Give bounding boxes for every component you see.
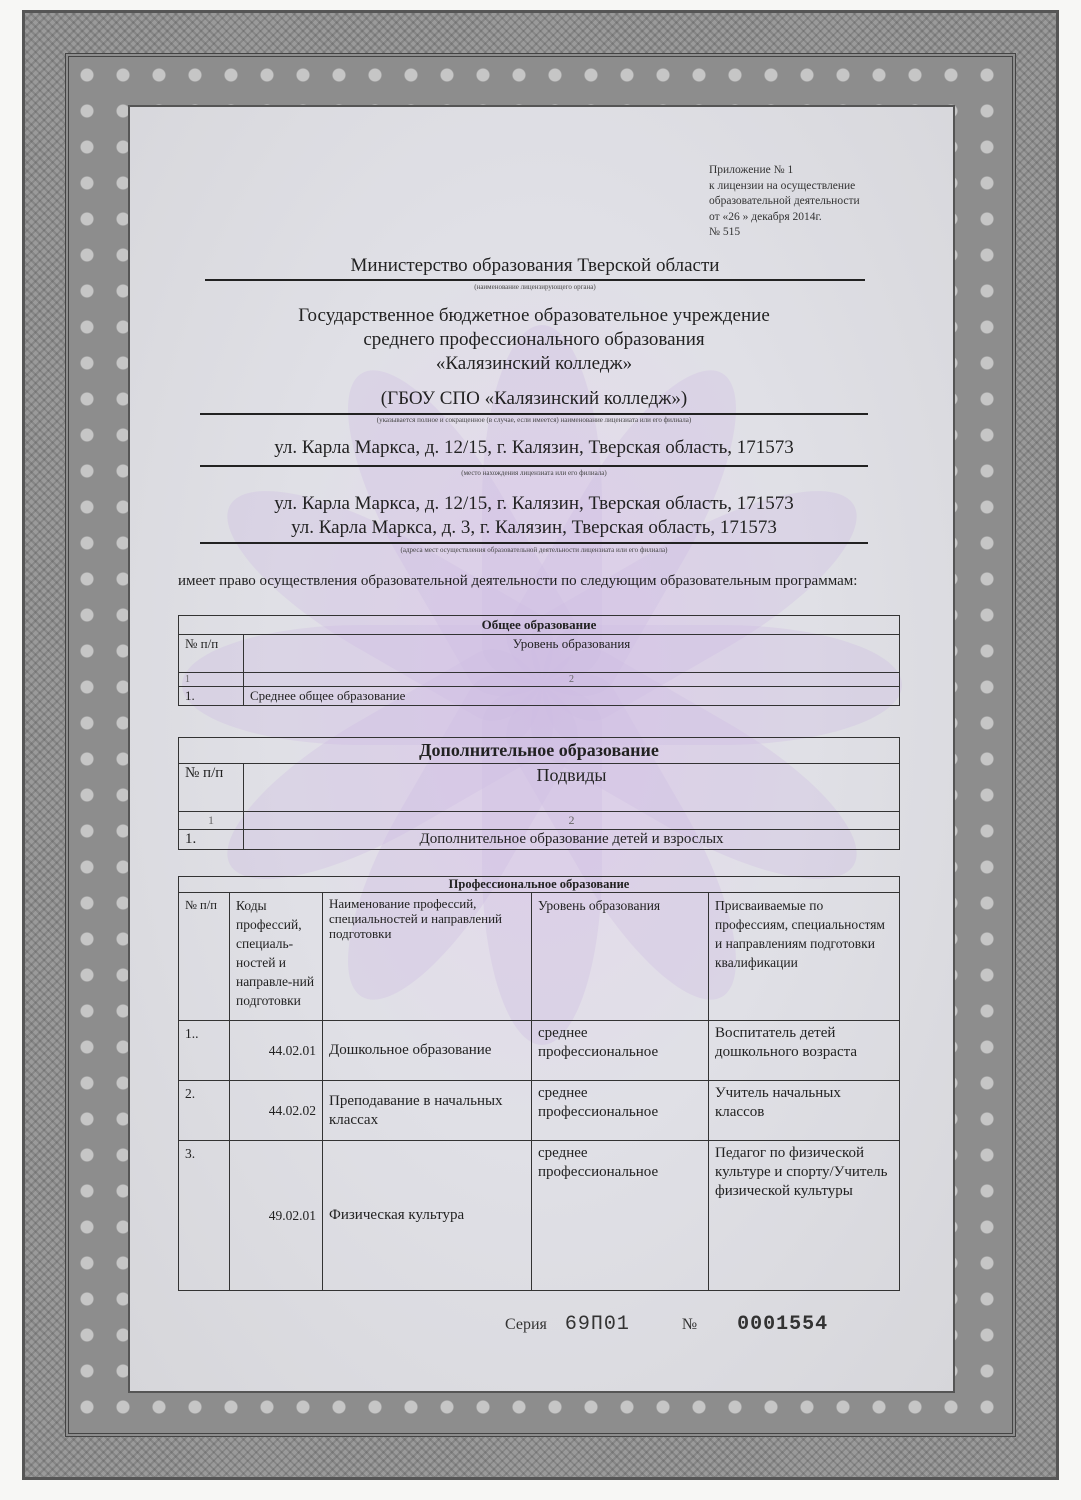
authority-name: Министерство образования Тверской области	[350, 255, 720, 276]
appendix-line: № 515	[709, 226, 741, 238]
appendix-line: Приложение № 1	[709, 164, 794, 176]
table-row	[179, 1021, 900, 1081]
col-subtypes-header: Подвиды	[244, 764, 900, 812]
row-subtype: Дополнительное образование детей и взрослых	[244, 830, 900, 850]
activity-caption: (адреса мест осуществления образовательной деятельности лицензиата или его филиала)	[400, 546, 668, 554]
licensee-short-name: (ГБОУ СПО «Калязинский колледж»)	[380, 388, 688, 409]
professional-education-table	[178, 876, 900, 1291]
col-qualification-header: Присваиваемые по профессиям, специальностям и направлениям подготовки квалификации	[709, 893, 900, 1021]
underline	[200, 465, 868, 467]
index-cell: 1	[179, 812, 244, 830]
underline	[200, 542, 868, 544]
row-num: 1.	[179, 830, 244, 850]
appendix-line: к лицензии на осуществление	[709, 179, 856, 192]
row-num: 3.	[179, 1141, 230, 1291]
row-level: среднее профессиональное	[532, 1021, 709, 1081]
row-name: Физическая культура	[323, 1141, 532, 1291]
appendix-line: от «26 » декабря 2014г.	[709, 210, 822, 223]
table-title: Общее образование	[179, 616, 900, 635]
underline	[205, 279, 865, 281]
index-cell: 2	[244, 812, 900, 830]
general-education-table	[178, 615, 900, 706]
number-label: №	[681, 1316, 698, 1333]
row-name: Преподавание в начальных классах	[323, 1081, 532, 1141]
licensee-name-line: Государственное бюджетное образовательное учреждение	[298, 305, 770, 326]
row-qualification: Учитель начальных классов	[709, 1081, 900, 1141]
row-level: среднее профессиональное	[532, 1081, 709, 1141]
col-codes-header: Коды профессий, специаль-ностей и направле-ний подготовки	[230, 893, 323, 1021]
col-num-header: № п/п	[179, 764, 244, 812]
col-num-header: № п/п	[179, 635, 244, 673]
additional-education-table	[178, 737, 900, 850]
row-qualification: Педагог по физической культуре и спорту/Учитель физической культуры	[709, 1141, 900, 1291]
table-row	[179, 1081, 900, 1141]
row-code: 44.02.02	[230, 1081, 323, 1141]
appendix-line: образовательной деятельности	[709, 195, 860, 207]
underline	[200, 413, 868, 415]
index-cell: 2	[244, 673, 900, 687]
col-level-header: Уровень образования	[532, 893, 709, 1021]
licensee-name-line: среднего профессионального образования	[363, 329, 705, 350]
licensee-name-line: «Калязинский колледж»	[435, 353, 633, 374]
table-title: Профессиональное образование	[179, 877, 900, 893]
table-row	[179, 687, 900, 706]
row-name: Дошкольное образование	[323, 1021, 532, 1081]
series-label: Серия	[505, 1316, 547, 1333]
row-num: 1.	[179, 687, 244, 706]
licensee-caption: (указывается полное и сокращенное (в случае, если имеется) наименование лицензиата или его филиала)	[376, 416, 692, 424]
serial-block	[505, 1313, 885, 1336]
table-row	[179, 830, 900, 850]
row-level: Среднее общее образование	[244, 687, 900, 706]
activity-address: ул. Карла Маркса, д. 3, г. Калязин, Тверская область, 171573	[291, 517, 777, 538]
index-cell: 1	[179, 673, 244, 687]
row-code: 44.02.01	[230, 1021, 323, 1081]
row-num: 2.	[179, 1081, 230, 1141]
row-code: 49.02.01	[230, 1141, 323, 1291]
row-num: 1..	[179, 1021, 230, 1081]
location-caption: (место нахождения лицензиата или его филиала)	[461, 469, 607, 477]
authority-caption: (наименование лицензирующего органа)	[474, 283, 596, 291]
col-level-header: Уровень образования	[244, 635, 900, 673]
appendix-header	[709, 163, 909, 241]
activity-addresses	[200, 492, 868, 540]
activity-address: ул. Карла Маркса, д. 12/15, г. Калязин, Тверская область, 171573	[274, 493, 794, 514]
number-value: 0001554	[737, 1313, 829, 1336]
col-name-header: Наименование профессий, специальностей и направлений подготовки	[323, 893, 532, 1021]
licensee-full-name	[200, 304, 868, 376]
series-value: 69П01	[564, 1313, 630, 1336]
col-num-header: № п/п	[179, 893, 230, 1021]
table-title: Дополнительное образование	[179, 738, 900, 764]
location-address: ул. Карла Маркса, д. 12/15, г. Калязин, Тверская область, 171573	[274, 437, 794, 458]
row-level: среднее профессиональное	[532, 1141, 709, 1291]
intro-text: имеет право осуществления образовательной деятельности по следующим образовательным программам:	[178, 573, 858, 589]
table-row	[179, 1141, 900, 1291]
row-qualification: Воспитатель детей дошкольного возраста	[709, 1021, 900, 1081]
